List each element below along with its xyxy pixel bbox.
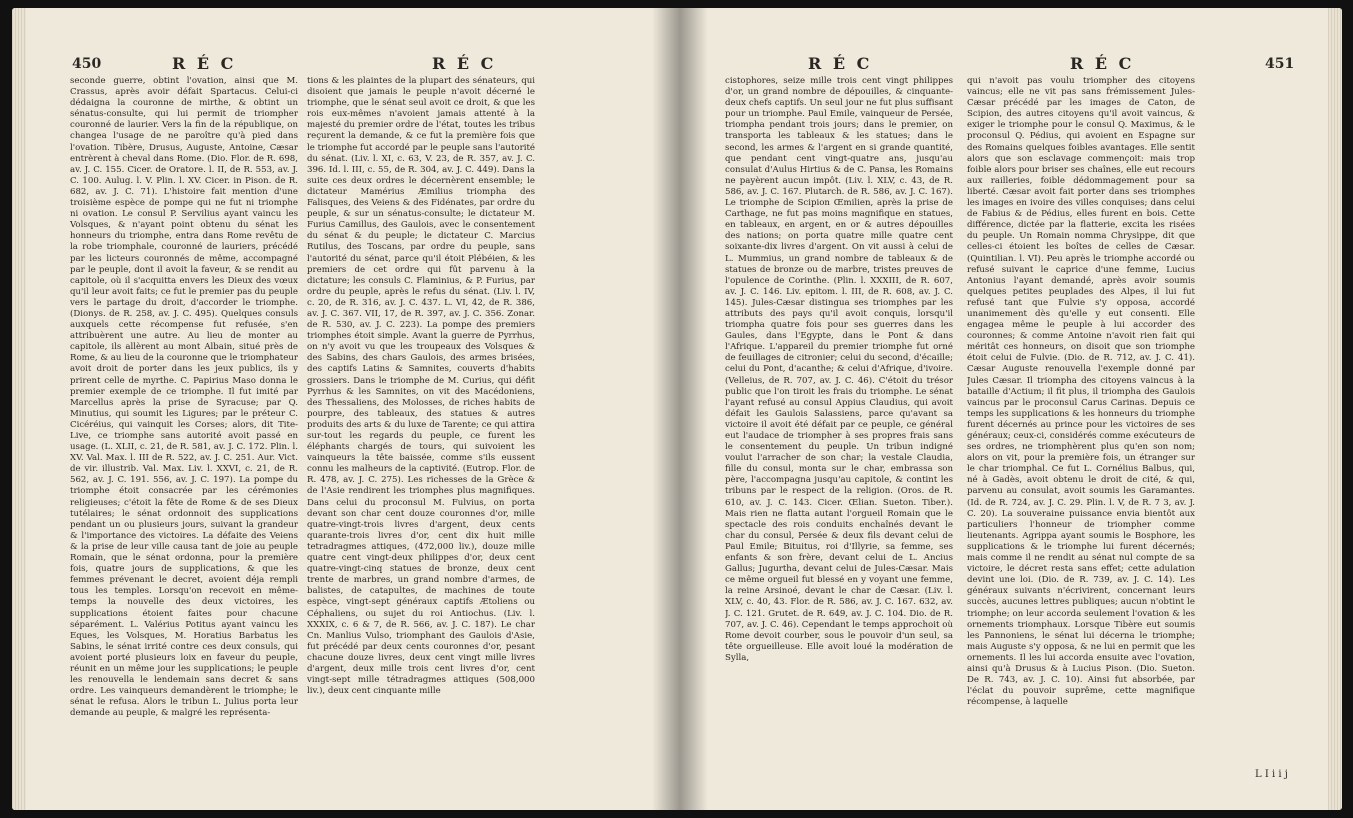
right-page [680, 8, 1342, 810]
running-head: R É C [172, 54, 237, 73]
left-page [12, 8, 680, 810]
page-edge [1328, 8, 1342, 810]
page-number: 451 [1265, 56, 1295, 72]
text-column-2: tions & les plaintes de la plupart des sénateurs, qui disoient que jamais le peuple n'avoit décerné le triomphe, que le sénat seul avoit ce droit, & que les rois eux-mêmes n'avoient jamais attenté à la majesté du premier ordre de l'état, toutes les tribus reçurent la demande, & ce fut la première fois que le triomphe fut accordé par le peuple sans l'autorité du sénat. (Liv. l. XI, c. 63, V. 23, de R. 357, av. J. C. 396. Id. l. III, c. 55, de R. 304, av. J. C. 449). Dans la suite ces deux ordres le décernèrent ensemble; le dictateur Mamérius Æmilius triompha des Falisques, des Veiens & des Fidénates, par ordre du peuple, & sur un sénatus-consulte; le dictateur M. Furius Camillus, des Gaulois, avec le consentement du sénat & du peuple; le dictateur C. Marcius Rutilus, des Toscans, par ordre du peuple, sans l'autorité du sénat, parce qu'il étoit Plébéien, & les premiers de cet ordre qui fût parvenu à la dictature; les consuls C. Flaminius, & P. Furius, par ordre du peuple, après le refus du sénat. (Liv. l. IV, c. 20, de R. 316, av. J. C. 437. L. VI, 42, de R. 386, av. J. C. 367. VII, 17, de R. 397, av. J. C. 356. Zonar. de R. 530, av. J. C. 223). La pompe des premiers triomphes étoit simple. Avant la guerre de Pyrrhus, on n'y avoit vu que les troupeaux des Volsques & des Sabins, des chars Gaulois, des armes brisées, des captifs Latins & Samnites, couverts d'habits grossiers. Dans le triomphe de M. Curius, qui défit Pyrrhus & les Samnites, on vit des Macédoniens, des Thessaliens, des Molosses, de riches habits de pourpre, des tableaux, des statues & autres produits des arts & du luxe de Tarente; ce qui attira sur-tout les regards du peuple, ce furent les éléphants chargés de tours, qui suivoient les vainqueurs la tête baissée, comme s'ils eussent connu les malheurs de la captivité. (Eutrop. Flor. de R. 478, av. J. C. 275). Les richesses de la Grèce & de l'Asie rendirent les triomphes plus magnifiques. Dans celui du proconsul M. Fulvius, on porta devant son char cent douze couronnes d'or, mille quatre-vingt-trois livres d'argent, deux cents quarante-trois livres d'or, cent dix huit mille tetradragmes attiques, (472,000 liv.), douze mille quatre cent vingt-deux philippes d'or, deux cent quatre-vingt-cinq statues de bronze, deux cent trente de marbres, un grand nombre d'armes, de balistes, de catapultes, de machines de toute espèce, vingt-sept généraux captifs Ætoliens ou Céphaliens, ou sujet du roi Antiochus. (Liv. l. XXXIX, c. 6 & 7, de R. 566, av. J. C. 187). Le char Cn. Manlius Vulso, triomphant des Gaulois d'Asie, fut précédé par deux cents couronnes d'or, pesant chacune douze livres, deux cent vingt mille livres d'argent, deux mille trois cent livres d'or, cent vingt-sept mille tétradragmes attiques (508,000 liv.), deux cent cinquante mille [307, 76, 535, 697]
signature-mark: L I i i j [1255, 769, 1288, 780]
page-edge [12, 8, 26, 810]
gutter-shadow [680, 8, 708, 810]
running-head: R É C [432, 54, 497, 73]
text-column-1: seconde guerre, obtint l'ovation, ainsi que M. Crassus, après avoir défait Spartacus. Celui-ci dédaigna la couronne de mirthe, & obtint un sénatus-consulte, qui lui permit de triompher couronné de laurier. Vers la fin de la république, on changea l'usage de ne paroître qu'à pied dans l'ovation. Tibère, Drusus, Auguste, Antoine, Cæsar entrèrent à cheval dans Rome. (Dio. Flor. de R. 698, av. J. C. 155. Cicer. de Oratore. l. II, de R. 553, av. J. C. 100. Aulug. l. V. Plin. l. XV. Cicer. in Pison. de R. 682, av. J. C. 71). L'histoire fait mention d'une troisième espèce de pompe qui ne fut ni triomphe ni ovation. Le consul P. Servilius ayant vaincu les Volsques, & n'ayant point obtenu du sénat les honneurs du triomphe, entra dans Rome revêtu de la robe triomphale, couronné de lauriers, précédé par les licteurs couronnés de même, accompagné par le peuple, dont il avoit la faveur, & se rendit au capitole, où il s'acquitta envers les Dieux des vœux qu'il leur avoit faits; ce fut le premier pas du peuple vers le partage du droit, d'accorder le triomphe. (Dionys. de R. 258, av. J. C. 495). Quelques consuls auxquels cette récompense fut refusée, s'en attribuèrent une autre. Au lieu de monter au capitole, ils allèrent au mont Albain, situé près de Rome, & au lieu de la couronne que le triomphateur avoit droit de porter dans les jeux publics, ils y prirent celle de myrthe. C. Papirius Maso donna le premier exemple de ce triomphe. Il fut imité par Marcellus après la prise de Syracuse; par Q. Minutius, qui soumit les Ligures; par le préteur C. Cicéréius, qui vainquit les Corses; alors, dit Tite-Live, ce triomphe sans autorité avoit passé en usage. (L. XLII, c. 21, de R. 581, av. J. C. 172. Plin. l. XV. Val. Max. l. III de R. 522, av. J. C. 251. Aur. Vict. de vir. illustrib. Val. Max. Liv. l. XXVI, c. 21, de R. 562, av. J. C. 191. 556, av. J. C. 197). La pompe du triomphe étoit consacrée par les cérémonies religieuses; c'étoit la fête de Rome & de ses Dieux tutélaires; le sénat ordonnoit des supplications pendant un ou plusieurs jours, suivant la grandeur & l'importance des victoires. La défaite des Veiens & la prise de leur ville causa tant de joie au peuple Romain, que le sénat ordonna, pour la première fois, quatre jours de supplications, & que les femmes prévenant le decret, avoient déja rempli tous les temples. Lorsqu'on recevoit en même-temps la nouvelle des deux victoires, les supplications étoient faites pour chacune séparément. L. Valérius Potitus ayant vaincu les Eques, les Volsques, M. Horatius Barbatus les Sabins, le sénat irrité contre ces deux consuls, qui avoient porté plusieurs loix en faveur du peuple, réunit en un même jour les supplications; le peuple les renouvella le lendemain sans decret & sans ordre. Les vainqueurs demandèrent le triomphe; le sénat le refusa. Alors le tribun L. Julius porta leur demande au peuple, & malgré les représenta- [70, 76, 298, 719]
text-column-1: cistophores, seize mille trois cent vingt philippes d'or, un grand nombre de dépouilles, & cinquante-deux chefs captifs. Un seul jour ne fut plus suffisant pour un triomphe. Paul Emile, vainqueur de Persée, triompha pendant trois jours; dans le premier, on transporta les tableaux & les statues; dans le second, les armes & l'argent en si grande quantité, que pendant cent vingt-quatre ans, jusqu'au consulat d'Aulus Hirtius & de C. Pansa, les Romains ne payèrent aucun impôt. (Liv. l. XLV, c. 43, de R. 586, av. J. C. 167. Plutarch. de R. 586, av. J. C. 167). Le triomphe de Scipion Œmilien, après la prise de Carthage, ne fut pas moins magnifique en statues, en tableaux, en argent, en or & autres dépouilles des nations; on porta quatre mille quatre cent soixante-dix livres d'argent. On vit aussi à celui de L. Mummius, un grand nombre de tableaux & de statues de bronze ou de marbre, tristes preuves de l'opulence de Corinthe. (Plin. l. XXXIII, de R. 607, av. J. C. 146. Liv. epitom. l. III, de R. 608, av. J. C. 145). Jules-Cæsar distingua ses triomphes par les attributs des pays qu'il avoit conquis, lorsqu'il triompha quatre fois pour ses guerres dans les Gaules, dans l'Egypte, dans le Pont & dans l'Afrique. L'appareil du premier triomphe fut orné de feuillages de citronier; celui du second, d'écaille; celui du Pont, d'acanthe; & celui d'Afrique, d'ivoire. (Velleius, de R. 707, av. J. C. 46). C'étoit du trésor public que l'on tiroit les frais du triomphe. Le sénat l'ayant refusé au consul Appius Claudius, qui avoit défait les Gaulois Salassiens, parce qu'avant sa victoire il avoit été défait par ce peuple, ce général eut l'audace de triompher à ses propres frais sans le consentement du peuple. Un tribun indigné voulut l'arracher de son char; la vestale Claudia, fille du consul, monta sur le char, embrassa son père, l'accompagna jusqu'au capitole, & contint les tribuns par le respect de la religion. (Oros. de R. 610, av. J. C. 143. Cicer. Œlian. Sueton. Tiber.). Mais rien ne flatta autant l'orgueil Romain que le spectacle des rois conduits enchaînés devant le char du consul, Persée & deux fils devant celui de Paul Emile; Bituitus, roi d'Illyrie, sa femme, ses enfants & son frère, devant celui de L. Ancius Gallus; Jugurtha, devant celui de Jules-Cæsar. Mais ce même orgueil fut blessé en y voyant une femme, la reine Arsinoé, devant le char de Cæsar. (Liv. l. XLV, c. 40, 43. Flor. de R. 586, av. J. C. 167. 632, av. J. C. 121. Grutet. de R. 649, av. J. C. 104. Dio. de R. 707, av. J. C. 46). Cependant le temps approchoit où Rome devoit courber, sous le pouvoir d'un seul, sa tête orgueilleuse. Elle avoit loué la modération de Sylla, [725, 76, 953, 663]
page-number: 450 [72, 56, 102, 72]
running-head: R É C [1070, 54, 1135, 73]
gutter-shadow [652, 8, 680, 810]
text-column-2: qui n'avoit pas voulu triompher des citoyens vaincus; elle ne vit pas sans frémissement Jules-Cæsar précédé par les images de Caton, de Scipion, des autres citoyens qu'il avoit vaincus, & exiger le triomphe pour le consul Q. Maximus, & le proconsul Q. Pédius, qui avoient en Espagne sur des Romains quelques foibles avantages. Elle sentit alors que son esclavage commençoit: mais trop foible alors pour briser ses chaînes, elle eut recours aux railleries, foible dédommagement pour sa liberté. Cæsar avoit fait porter dans ses triomphes les images en ivoire des villes conquises; dans celui de Fabius & de Pédius, elles furent en bois. Cette différence, dictée par la flatterie, excita les risées du peuple. Un Romain nomma Chrysippe, dit que celles-ci étoient les boîtes de celles de Cæsar. (Quintilian. l. VI). Peu après le triomphe accordé ou refusé suivant le caprice d'une femme, Lucius Antonius l'ayant demandé, après avoir soumis quelques petites peuplades des Alpes, il lui fut refusé tant que Fulvie s'y opposa, accordé unanimement dès qu'elle y eut consenti. Elle engagea même le peuple à lui accorder des couronnes; & comme Antoine n'avoit rien fait qui méritât ces honneurs, on disoit que son triomphe étoit celui de Fulvie. (Dio. de R. 712, av. J. C. 41). Cæsar Auguste renouvella l'exemple donné par Jules Cæsar. Il triompha des citoyens vaincus à la bataille d'Actium; il fit plus, il triompha des Gaulois vaincus par le proconsul Carus Carinas. Depuis ce temps les supplications & les honneurs du triomphe furent décernés au prince pour les victoires de ses généraux; ceux-ci, considérés comme exécuteurs de ses ordres, ne triomphèrent plus qu'en son nom; alors on vit, pour la première fois, un étranger sur le char triomphal. Ce fut L. Cornélius Balbus, qui, né à Gadès, avoit obtenu le droit de cité, & qui, parvenu au consulat, avoit soumis les Garamantes. (Id. de R. 724, av. J. C. 29. Plin. l. V, de R. 7 3, av. J. C. 20). La souveraine puissance envia bientôt aux particuliers l'honneur de triompher comme lieutenants. Agrippa ayant soumis le Bosphore, les supplications & le triomphe lui furent décernés; mais comme il ne rendit au sénat nul compte de sa victoire, le décret resta sans effet; cette adulation devint une loi. (Dio. de R. 739, av. J. C. 14). Les généraux suivants n'écrivirent, concernant leurs succès, aucunes lettres publiques; aucun n'obtint le triomphe; on leur accorda seulement l'ovation & les ornements triomphaux. Lorsque Tibère eut soumis les Pannoniens, le sénat lui décerna le triomphe; mais Auguste s'y opposa, & ne lui en permit que les ornements. Il les lui accorda ensuite avec l'ovation, ainsi qu'à Drusus & à Lucius Pison. (Dio. Sueton. De R. 743, av. J. C. 10). Ainsi fut absorbée, par l'éclat du pouvoir suprême, cette magnifique récompense, à laquelle [967, 76, 1195, 708]
running-head: R É C [808, 54, 873, 73]
